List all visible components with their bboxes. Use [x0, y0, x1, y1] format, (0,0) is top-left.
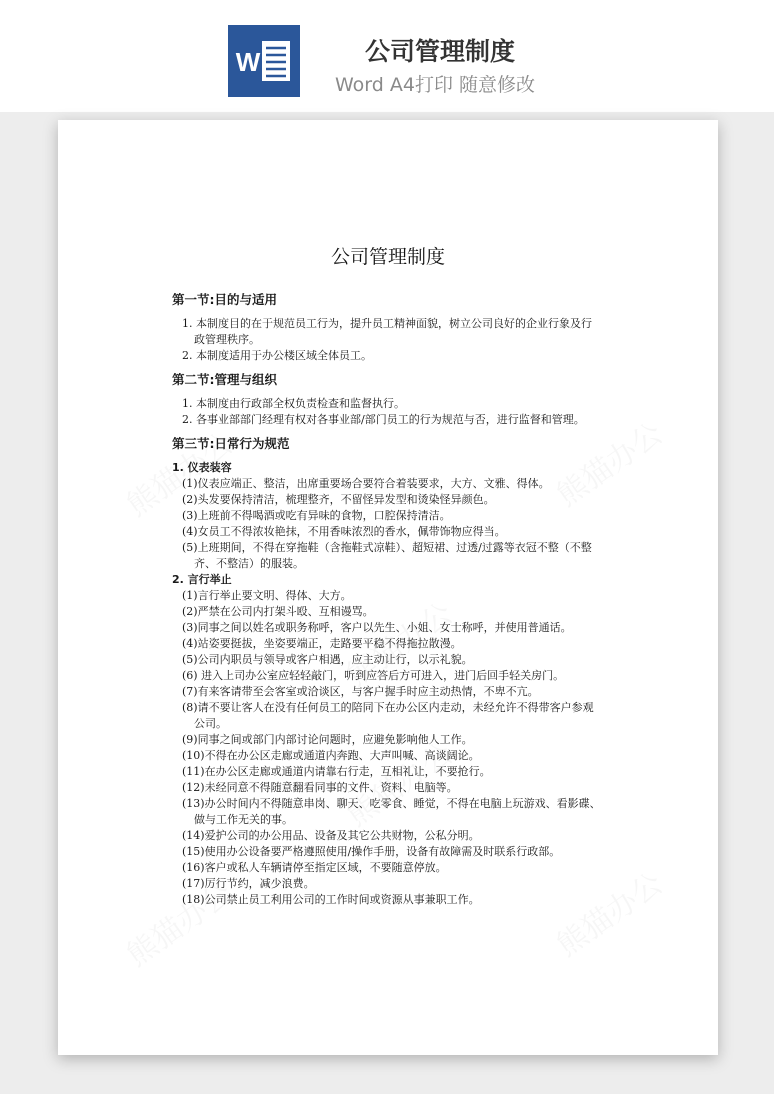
- list-item: (1)仪表应端正、整洁，出席重要场合要符合着装要求，大方、文雅、得体。: [182, 477, 550, 490]
- document-title: 公司管理制度: [330, 246, 445, 268]
- list-item: (2)严禁在公司内打架斗殴、互相谩骂。: [182, 605, 374, 618]
- list-item: (9)同事之间或部门内部讨论问题时，应避免影响他人工作。: [182, 733, 473, 746]
- header-bar: [0, 0, 774, 112]
- list-item: (17)厉行节约，减少浪费。: [182, 877, 315, 890]
- section-1-title: 第一节:目的与适用: [172, 292, 277, 307]
- header-subtitle: Word A4打印 随意修改: [334, 74, 535, 96]
- word-icon-letter: W: [235, 47, 261, 77]
- list-item: (5)上班期间，不得在穿拖鞋（含拖鞋式凉鞋）、超短裙、过透/过露等衣冠不整（不整齐、不整洁）的服装。: [182, 541, 592, 570]
- list-item: (16)客户或私人车辆请停至指定区域，不要随意停放。: [182, 861, 447, 874]
- list-item: (6) 进入上司办公室应轻轻敲门，听到应答后方可进入，进门后回手轻关房门。: [182, 669, 565, 682]
- list-item: (1)言行举止要文明、得体、大方。: [182, 589, 352, 602]
- section-1-item: 1. 本制度目的在于规范员工行为，提升员工精神面貌，树立公司良好的企业行象及行政管理秩序。: [182, 317, 592, 346]
- header-title: 公司管理制度: [364, 37, 515, 66]
- document-page: [58, 120, 718, 1055]
- section-2-title: 第二节:管理与组织: [172, 372, 277, 387]
- word-app-icon: [228, 25, 300, 97]
- list-item: (13)办公时间内不得随意串岗、聊天、吃零食、睡觉，不得在电脑上玩游戏、看影碟、做与工作无关的事。: [182, 797, 601, 826]
- subsection-1-title: 1. 仪表装容: [172, 461, 232, 474]
- section-1-item: 2. 本制度适用于办公楼区域全体员工。: [182, 349, 372, 362]
- list-item: (11)在办公区走廊或通道内请靠右行走，互相礼让，不要抢行。: [182, 765, 491, 778]
- list-item: (5)公司内职员与领导或客户相遇，应主动让行，以示礼貌。: [182, 653, 473, 666]
- list-item: (4)女员工不得浓妆艳抹，不用香味浓烈的香水，佩带饰物应得当。: [182, 525, 506, 538]
- list-item: (14)爱护公司的办公用品、设备及其它公共财物，公私分明。: [182, 829, 480, 842]
- list-item: (7)有来客请带至会客室或洽谈区，与客户握手时应主动热情，不卑不亢。: [182, 685, 539, 698]
- list-item: (4)站姿要挺拔，坐姿要端正，走路要平稳不得拖拉散漫。: [182, 637, 462, 650]
- list-item: (18)公司禁止员工利用公司的工作时间或资源从事兼职工作。: [182, 893, 480, 906]
- document-body: [172, 290, 602, 908]
- list-item: (15)使用办公设备要严格遵照使用/操作手册，设备有故障需及时联系行政部。: [182, 845, 561, 858]
- section-2-item: 2. 各事业部部门经理有权对各事业部/部门员工的行为规范与否，进行监督和管理。: [182, 413, 585, 426]
- list-item: (12)未经同意不得随意翻看同事的文件、资料、电脑等。: [182, 781, 458, 794]
- list-item: (10)不得在办公区走廊或通道内奔跑、大声叫喊、高谈阔论。: [182, 749, 480, 762]
- list-item: (8)请不要让客人在没有任何员工的陪同下在办公区内走动，未经允许不得带客户参观公司。: [182, 701, 594, 730]
- list-item: (2)头发要保持清洁，梳理整齐，不留怪异发型和烫染怪异颜色。: [182, 493, 495, 506]
- section-3-title: 第三节:日常行为规范: [172, 436, 290, 451]
- subsection-2-title: 2. 言行举止: [172, 573, 232, 586]
- list-item: (3)上班前不得喝酒或吃有异味的食物，口腔保持清洁。: [182, 509, 451, 522]
- section-2-item: 1. 本制度由行政部全权负责检查和监督执行。: [182, 397, 405, 410]
- list-item: (3)同事之间以姓名或职务称呼，客户以先生、小姐、女士称呼，并使用普通话。: [182, 621, 572, 634]
